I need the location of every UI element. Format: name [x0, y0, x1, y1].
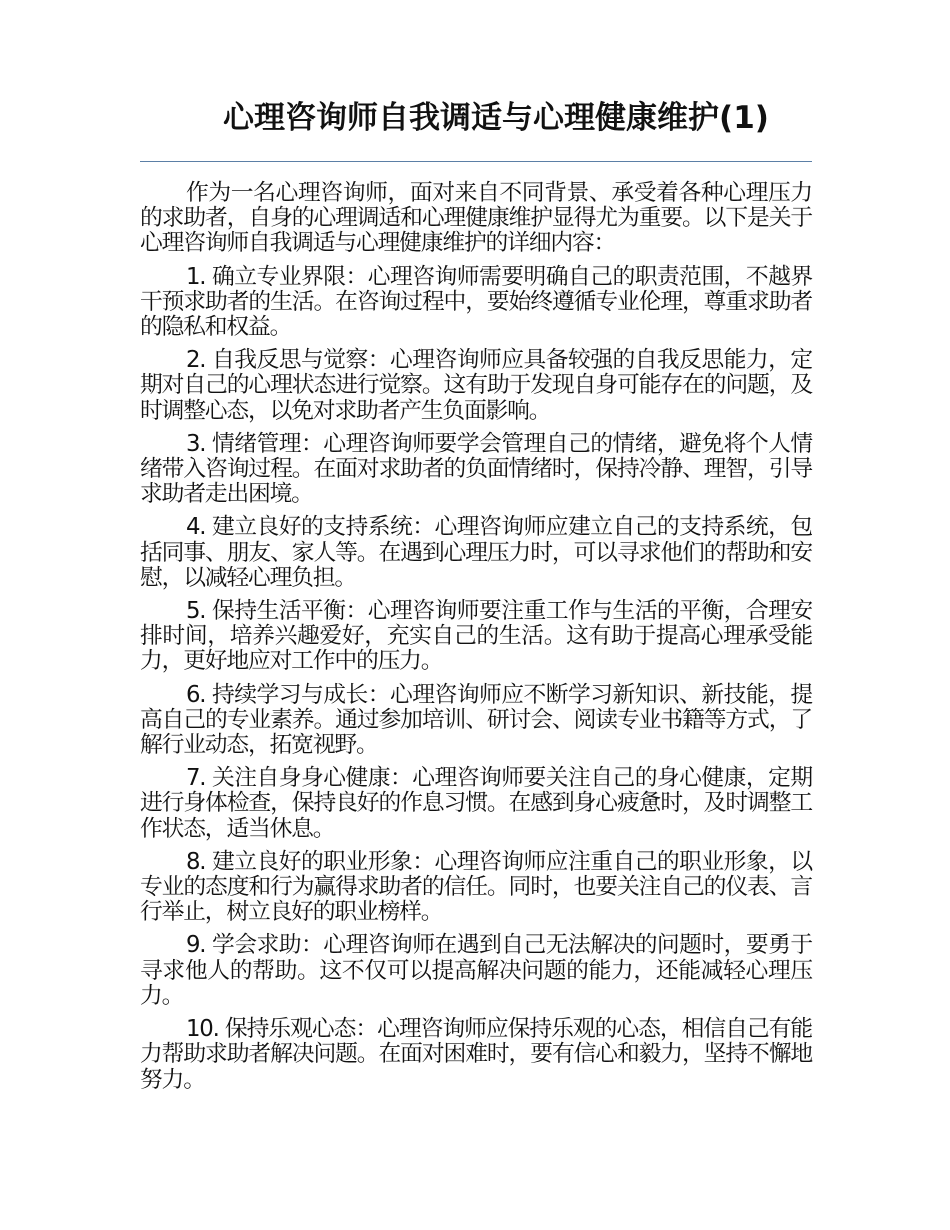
document-body [140, 181, 812, 1101]
list-item: 4. 建立良好的支持系统：心理咨询师应建立自己的支持系统，包括同事、朋友、家人等。在遇到心理压力时，可以寻求他们的帮助和安慰，以减轻心理负担。 [140, 514, 812, 591]
list-item: 9. 学会求助：心理咨询师在遇到自己无法解决的问题时，要勇于寻求他人的帮助。这不仅可以提高解决问题的能力，还能减轻心理压力。 [140, 932, 812, 1009]
list-item: 3. 情绪管理：心理咨询师要学会管理自己的情绪，避免将个人情绪带入咨询过程。在面对求助者的负面情绪时，保持冷静、理智，引导求助者走出困境。 [140, 430, 812, 508]
list-item: 8. 建立良好的职业形象：心理咨询师应注重自己的职业形象，以专业的态度和行为赢得求助者的信任。同时，也要关注自己的仪表、言行举止，树立良好的职业榜样。 [140, 848, 812, 926]
list-item: 5. 保持生活平衡：心理咨询师要注重工作与生活的平衡，合理安排时间，培养兴趣爱好，充实自己的生活。这有助于提高心理承受能力，更好地应对工作中的压力。 [140, 598, 812, 675]
list-item: 6. 持续学习与成长：心理咨询师应不断学习新知识、新技能，提高自己的专业素养。通过参加培训、研讨会、阅读专业书籍等方式，了解行业动态，拓宽视野。 [140, 681, 812, 759]
list-item: 7. 关注自身身心健康：心理咨询师要关注自己的身心健康，定期进行身体检查，保持良好的作息习惯。在感到身心疲惫时，及时调整工作状态，适当休息。 [140, 765, 812, 842]
document-page [140, 0, 812, 1230]
intro-paragraph: 作为一名心理咨询师，面对来自不同背景、承受着各种心理压力的求助者，自身的心理调适和心理健康维护显得尤为重要。以下是关于心理咨询师自我调适与心理健康维护的详细内容： [140, 180, 812, 257]
title-divider [140, 161, 812, 162]
list-item: 10. 保持乐观心态：心理咨询师应保持乐观的心态，相信自己有能力帮助求助者解决问题。在面对困难时，要有信心和毅力，坚持不懈地努力。 [140, 1016, 812, 1093]
list-item: 1. 确立专业界限：心理咨询师需要明确自己的职责范围，不越界干预求助者的生活。在咨询过程中，要始终遵循专业伦理，尊重求助者的隐私和权益。 [140, 263, 812, 341]
list-item: 2. 自我反思与觉察：心理咨询师应具备较强的自我反思能力，定期对自己的心理状态进行觉察。这有助于发现自身可能存在的问题，及时调整心态，以免对求助者产生负面影响。 [140, 347, 812, 424]
page-title: 心理咨询师自我调适与心理健康维护(1) [223, 100, 769, 136]
